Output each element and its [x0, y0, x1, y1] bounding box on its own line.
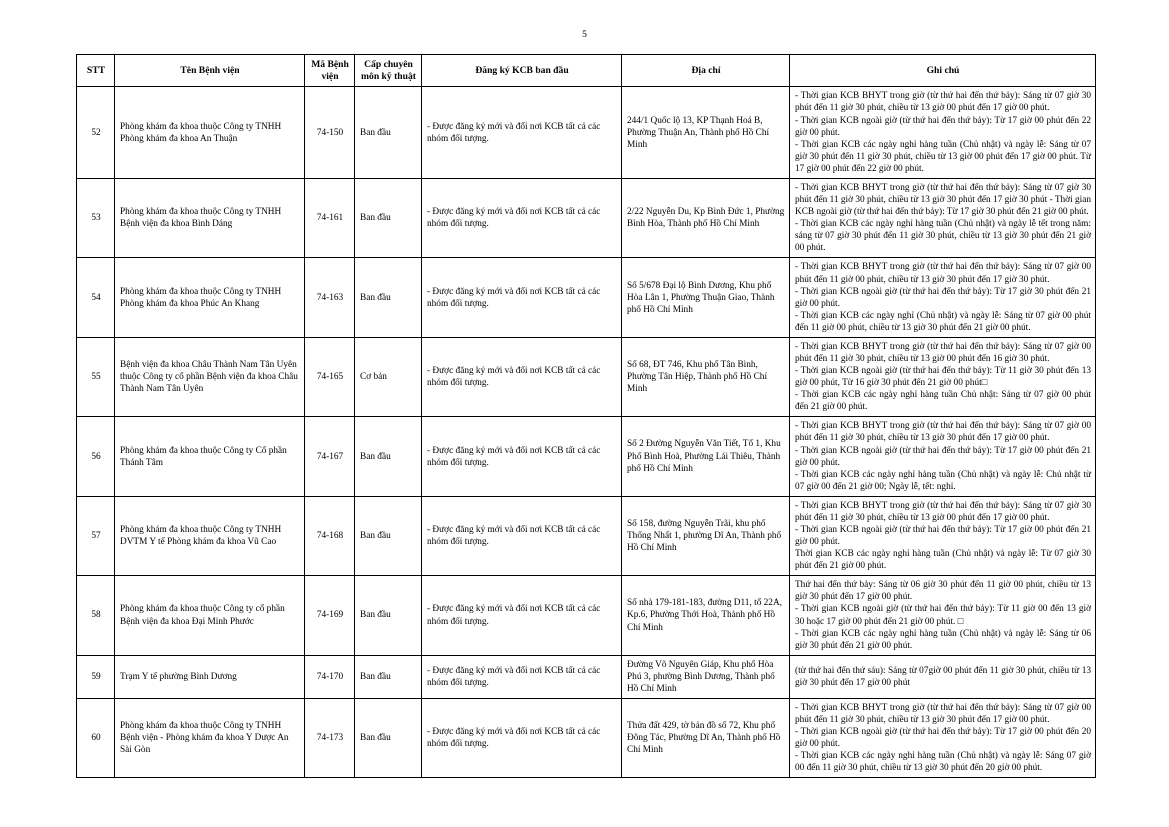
column-header-stt: STT	[77, 55, 115, 87]
note-line: - Thời gian KCB ngoài giờ (từ thứ hai đến thứ bảy): Từ 17 giờ 00 phút đến 21 giờ 00 phút.	[795, 445, 1091, 468]
cell-hospital-name: Phòng khám đa khoa thuộc Công ty TNHH DVTM Y tế Phòng khám đa khoa Vũ Cao	[115, 496, 305, 575]
cell-note	[790, 576, 1096, 655]
cell-note	[790, 178, 1096, 257]
cell-registration: - Được đăng ký mới và đổi nơi KCB tất cả các nhóm đối tượng.	[422, 417, 622, 496]
cell-note	[790, 655, 1096, 698]
cell-hospital-name: Phòng khám đa khoa thuộc Công ty TNHH Bệnh viện - Phòng khám đa khoa Y Dược An Sài Gòn	[115, 699, 305, 778]
cell-hospital-code: 74-167	[305, 417, 355, 496]
table-row	[77, 576, 1096, 655]
cell-stt: 60	[77, 699, 115, 778]
page-number: 5	[582, 30, 587, 40]
table-body	[77, 87, 1096, 778]
cell-note	[790, 337, 1096, 416]
cell-level: Ban đầu	[355, 576, 422, 655]
cell-address: 244/1 Quốc lộ 13, KP Thạnh Hoá B, Phường Thuận An, Thành phố Hồ Chí Minh	[622, 87, 790, 179]
note-line: - Thời gian KCB các ngày nghỉ hàng tuần Chủ nhật: Sáng từ 07 giờ 00 phút đến 21 giờ 00 phút.	[795, 390, 1091, 413]
cell-hospital-name: Trạm Y tế phường Bình Dương	[115, 655, 305, 698]
cell-level: Cơ bản	[355, 337, 422, 416]
note-line: - Thời gian KCB BHYT trong giờ (từ thứ hai đến thứ bảy): Sáng từ 07 giờ 30 phút đến 11 giờ 30 phút, chiều từ 13 giờ 00 phút đến 17 giờ 00 phút.	[795, 500, 1091, 523]
note-line: - Thời gian KCB các ngày nghỉ hàng tuần (Chủ nhật) và ngày lễ: Sáng từ 06 giờ 30 phút đến 21 giờ 00 phút.	[795, 628, 1091, 651]
note-line: - Thời gian KCB ngoài giờ (từ thứ hai đến thứ bảy): Từ 17 giờ 00 phút đến 20 giờ 00 phút.	[795, 727, 1091, 750]
cell-level: Ban đầu	[355, 87, 422, 179]
note-line: - Thời gian KCB BHYT trong giờ (từ thứ hai đến thứ bảy): Sáng từ 07 giờ 00 phút đến 11 giờ 30 phút, chiều từ 13 giờ 30 phút đến 17 giờ 00 phút.	[795, 703, 1091, 726]
note-line: - Thời gian KCB BHYT trong giờ (từ thứ hai đến thứ bảy): Sáng từ 07 giờ 00 phút đến 11 giờ 00 phút, chiều từ 13 giờ 30 phút đến 17 giờ 30 phút.	[795, 262, 1091, 285]
cell-hospital-name: Phòng khám đa khoa thuộc Công ty cổ phần Bệnh viện đa khoa Đại Minh Phước	[115, 576, 305, 655]
column-header-name: Tên Bệnh viện	[115, 55, 305, 87]
note-line: - Thời gian KCB các ngày nghỉ hàng tuần (Chủ nhật) và ngày lễ: Sáng từ 07 giờ 30 phút đến 11 giờ 30 phút, chiều từ 13 giờ 00 phút đến 17 giờ 00 phút. Từ 17 giờ 00 phút đến 22 giờ 00 phút.	[795, 139, 1091, 174]
cell-address: Số 158, đường Nguyễn Trãi, khu phố Thống Nhất 1, phường Dĩ An, Thành phố Hồ Chí Minh	[622, 496, 790, 575]
cell-address: Số nhà 179-181-183, đường D11, tổ 22A, Kp.6, Phường Thới Hoà, Thành phố Hồ Chí Minh	[622, 576, 790, 655]
cell-stt: 57	[77, 496, 115, 575]
cell-level: Ban đầu	[355, 655, 422, 698]
cell-registration: - Được đăng ký mới và đổi nơi KCB tất cả các nhóm đối tượng.	[422, 178, 622, 257]
note-line: - Thời gian KCB ngoài giờ (từ thứ hai đến thứ bảy): Từ 11 giờ 30 phút đến 13 giờ 00 phút, Từ 16 giờ 30 phút đến 21 giờ 00 phút□	[795, 366, 1091, 389]
cell-registration: - Được đăng ký mới và đổi nơi KCB tất cả các nhóm đối tượng.	[422, 337, 622, 416]
note-line: Thời gian KCB các ngày nghỉ hàng tuần (Chủ nhật) và ngày lễ: Từ 07 giờ 30 phút đến 21 giờ 00 phút.	[795, 549, 1091, 572]
note-line: - Thời gian KCB các ngày nghỉ hàng tuần (Chủ nhật) và ngày lễ tết trong năm: sáng từ 07 giờ 30 phút đến 11 giờ 30 phút, chiều từ 13 giờ 30 phút đến 21 giờ 00 phút.	[795, 219, 1091, 254]
table-row	[77, 258, 1096, 337]
kcb-facilities-table	[76, 54, 1096, 778]
cell-hospital-code: 74-163	[305, 258, 355, 337]
table-row	[77, 417, 1096, 496]
column-header-note: Ghi chú	[790, 55, 1096, 87]
note-line: - Thời gian KCB các ngày nghỉ hàng tuần (Chủ nhật) và ngày lễ: Sáng 07 giờ 00 đến 11 giờ 30 phút, chiều từ 13 giờ 30 phút đến 20 giờ 00 phút.	[795, 751, 1091, 774]
cell-hospital-code: 74-170	[305, 655, 355, 698]
cell-address: Thửa đất 429, tờ bản đồ số 72, Khu phố Đông Tác, Phường Dĩ An, Thành phố Hồ Chí Minh	[622, 699, 790, 778]
note-line: - Thời gian KCB các ngày nghỉ hàng tuần (Chủ nhật) và ngày lễ: Chủ nhật từ 07 giờ 00 đến 21 giờ 00; Ngày lễ, tết: nghỉ.	[795, 469, 1091, 492]
note-line: - Thời gian KCB BHYT trong giờ (từ thứ hai đến thứ bảy): Sáng từ 07 giờ 00 phút đến 11 giờ 30 phút, chiều từ 13 giờ 00 phút đến 16 giờ 30 phút.	[795, 341, 1091, 364]
table-row	[77, 337, 1096, 416]
kcb-table-container	[76, 54, 1095, 778]
note-line: - Thời gian KCB ngoài giờ (từ thứ hai đến thứ bảy): Từ 11 giờ 00 đến 13 giờ 30 hoặc 17 giờ 00 phút đến 21 giờ 00 phút. □	[795, 604, 1091, 627]
note-line: - Thời gian KCB ngoài giờ (từ thứ hai đến thứ bảy): Từ 17 giờ 00 phút đến 21 giờ 00 phút.	[795, 524, 1091, 548]
cell-stt: 53	[77, 178, 115, 257]
cell-note	[790, 258, 1096, 337]
table-row	[77, 655, 1096, 698]
cell-hospital-code: 74-161	[305, 178, 355, 257]
cell-hospital-code: 74-165	[305, 337, 355, 416]
cell-address: Đường Võ Nguyên Giáp, Khu phố Hòa Phú 3, phường Bình Dương, Thành phố Hồ Chí Minh	[622, 655, 790, 698]
note-line: - Thời gian KCB ngoài giờ (từ thứ hai đến thứ bảy): Từ 17 giờ 00 phút đến 22 giờ 00 phút.	[795, 115, 1091, 138]
column-header-level: Cấp chuyên môn kỹ thuật	[355, 55, 422, 87]
cell-stt: 54	[77, 258, 115, 337]
cell-hospital-name: Bệnh viện đa khoa Châu Thành Nam Tân Uyên thuộc Công ty cổ phần Bệnh viện đa khoa Châu Thành Nam Tân Uyên	[115, 337, 305, 416]
cell-note	[790, 87, 1096, 179]
cell-level: Ban đầu	[355, 178, 422, 257]
note-line: - Thời gian KCB BHYT trong giờ (từ thứ hai đến thứ bảy): Sáng từ 07 giờ 30 phút đến 11 giờ 30 phút, chiều từ 13 giờ 00 phút đến 17 giờ 00 phút.	[795, 91, 1091, 114]
table-header	[77, 55, 1096, 87]
cell-stt: 58	[77, 576, 115, 655]
table-row	[77, 699, 1096, 778]
cell-hospital-name: Phòng khám đa khoa thuộc Công ty TNHH Bệnh viện đa khoa Bình Dáng	[115, 178, 305, 257]
cell-hospital-name: Phòng khám đa khoa thuộc Công ty TNHH Phòng khám đa khoa Phúc An Khang	[115, 258, 305, 337]
cell-registration: - Được đăng ký mới và đổi nơi KCB tất cả các nhóm đối tượng.	[422, 655, 622, 698]
note-line: - Thời gian KCB các ngày nghỉ (Chủ nhật) và ngày lễ: Sáng từ 07 giờ 00 phút đến 11 giờ 00 phút, chiều từ 13 giờ 30 phút đến 21 giờ 00 phút.	[795, 310, 1091, 333]
cell-registration: - Được đăng ký mới và đổi nơi KCB tất cả các nhóm đối tượng.	[422, 576, 622, 655]
column-header-registration: Đăng ký KCB ban đầu	[422, 55, 622, 87]
column-header-address: Địa chỉ	[622, 55, 790, 87]
cell-note	[790, 496, 1096, 575]
cell-registration: - Được đăng ký mới và đổi nơi KCB tất cả các nhóm đối tượng.	[422, 496, 622, 575]
cell-level: Ban đầu	[355, 699, 422, 778]
note-line: Thứ hai đến thứ bảy: Sáng từ 06 giờ 30 phút đến 11 giờ 00 phút, chiều từ 13 giờ 30 phút đến 17 giờ 00 phút.	[795, 580, 1091, 603]
cell-level: Ban đầu	[355, 496, 422, 575]
cell-registration: - Được đăng ký mới và đổi nơi KCB tất cả các nhóm đối tượng.	[422, 87, 622, 179]
cell-level: Ban đầu	[355, 258, 422, 337]
cell-hospital-name: Phòng khám đa khoa thuộc Công ty TNHH Phòng khám đa khoa An Thuận	[115, 87, 305, 179]
cell-registration: - Được đăng ký mới và đổi nơi KCB tất cả các nhóm đối tượng.	[422, 699, 622, 778]
table-row	[77, 496, 1096, 575]
cell-address: 2/22 Nguyễn Du, Kp Bình Đức 1, Phường Bình Hòa, Thành phố Hồ Chí Minh	[622, 178, 790, 257]
cell-stt: 55	[77, 337, 115, 416]
cell-stt: 59	[77, 655, 115, 698]
cell-hospital-code: 74-173	[305, 699, 355, 778]
note-line: - Thời gian KCB ngoài giờ (từ thứ hai đến thứ bảy): Từ 17 giờ 30 phút đến 21 giờ 00 phút.	[795, 286, 1091, 309]
cell-address: Số 5/678 Đại lộ Bình Dương, Khu phố Hòa Lân 1, Phường Thuận Giao, Thành phố Hồ Chí Minh	[622, 258, 790, 337]
note-line: - Thời gian KCB BHYT trong giờ (từ thứ hai đến thứ bảy): Sáng từ 07 giờ 00 phút đến 11 giờ 30 phút, chiều từ 13 giờ 30 phút đến 17 giờ 00 phút.	[795, 421, 1091, 444]
cell-address: Số 2 Đường Nguyễn Văn Tiết, Tổ 1, Khu Phố Bình Hoà, Phường Lái Thiêu, Thành phố Hồ Chí Minh	[622, 417, 790, 496]
cell-hospital-name: Phòng khám đa khoa thuộc Công ty Cổ phần Thánh Tâm	[115, 417, 305, 496]
cell-stt: 56	[77, 417, 115, 496]
table-row	[77, 178, 1096, 257]
table-row	[77, 87, 1096, 179]
cell-stt: 52	[77, 87, 115, 179]
cell-note	[790, 699, 1096, 778]
cell-address: Số 68, ĐT 746, Khu phố Tân Bình, Phường Tân Hiệp, Thành phố Hồ Chí Minh	[622, 337, 790, 416]
cell-hospital-code: 74-150	[305, 87, 355, 179]
cell-registration: - Được đăng ký mới và đổi nơi KCB tất cả các nhóm đối tượng.	[422, 258, 622, 337]
note-line: - Thời gian KCB BHYT trong giờ (từ thứ hai đến thứ bảy): Sáng từ 07 giờ 30 phút đến 11 giờ 30 phút, chiều từ 13 giờ 30 phút đến 17 giờ 30 phút - Thời gian KCB ngoài giờ (từ thứ hai đến thứ bảy): Từ 17 giờ 30 phút đến 21 giờ 00 phút.	[795, 182, 1091, 218]
column-header-code: Mã Bệnh viện	[305, 55, 355, 87]
table-header-row	[77, 55, 1096, 87]
cell-note	[790, 417, 1096, 496]
cell-level: Ban đầu	[355, 417, 422, 496]
note-line: (từ thứ hai đến thứ sáu): Sáng từ 07giờ 00 phút đến 11 giờ 30 phút, chiều từ 13 giờ 30 phút đến 17 giờ 00 phút	[795, 665, 1091, 688]
cell-hospital-code: 74-168	[305, 496, 355, 575]
cell-hospital-code: 74-169	[305, 576, 355, 655]
